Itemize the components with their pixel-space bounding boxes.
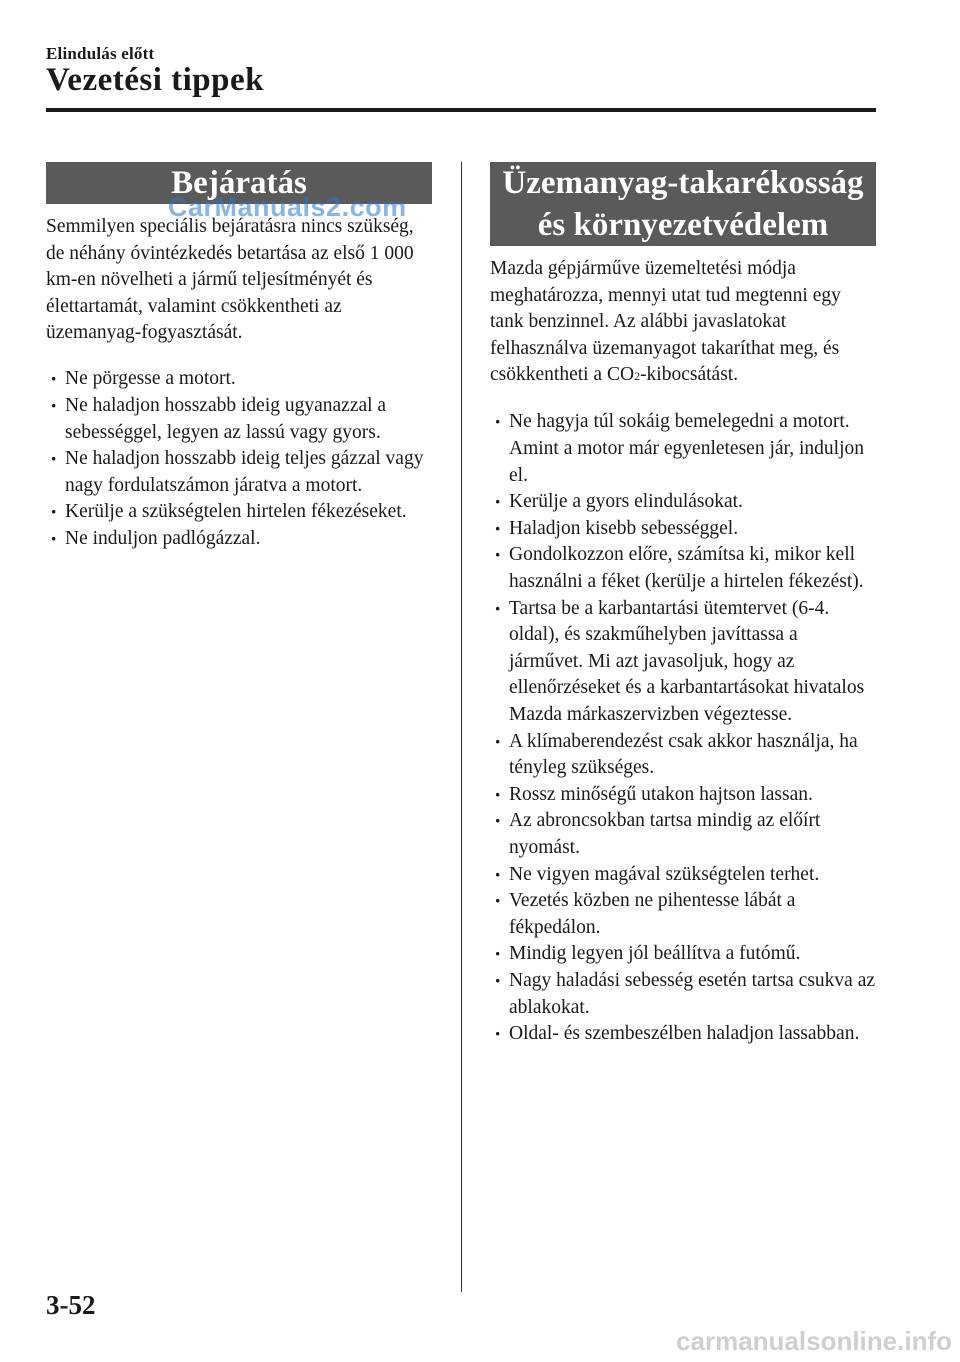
list-item: · Ne pörgesse a motort. — [46, 366, 432, 393]
list-item: · Oldal- és szembeszélben haladjon lassabban. — [490, 1021, 876, 1048]
list-item: · Ne hagyja túl sokáig bemelegedni a motort. Amint a motor már egyenletesen jár, induljon el. — [490, 409, 876, 489]
section-heading-break-in: Bejáratás — [46, 162, 432, 204]
list-item: · Az abroncsokban tartsa mindig az előírt nyomást. — [490, 808, 876, 861]
page-title: Vezetési tippek — [46, 62, 265, 98]
bullet-list — [46, 366, 432, 552]
list-item: · Rossz minőségű utakon hajtson lassan. — [490, 782, 876, 809]
section-intro — [490, 256, 876, 390]
list-item: · Vezetés közben ne pihentesse lábát a fékpedálon. — [490, 888, 876, 941]
column-divider — [461, 162, 462, 1292]
list-item: · Gondolkozzon előre, számítsa ki, mikor kell használni a féket (kerülje a hirtelen fékezést). — [490, 542, 876, 595]
watermark-overlay: CarManuals2.com — [168, 192, 407, 222]
list-item: · Kerülje a gyors elindulásokat. — [490, 489, 876, 516]
title-rule — [46, 108, 876, 112]
list-item: · Ne induljon padlógázzal. — [46, 526, 432, 553]
section-heading-fuel-economy — [490, 162, 876, 246]
list-item: · Ne vigyen magával szükségtelen terhet. — [490, 862, 876, 889]
watermark-footer: carmanualsonline.info — [676, 1326, 952, 1356]
section-fuel-economy — [490, 162, 876, 1048]
list-item: · Tartsa be a karbantartási ütemtervet (6-4. oldal), és szakműhelyben javíttassa a járművet. Mi azt javasoljuk, hogy az ellenőrzéseket és a karbantartásokat hivatalos Mazda márkaszervizben végeztesse. — [490, 596, 876, 729]
list-item: · Nagy haladási sebesség esetén tartsa csukva az ablakokat. — [490, 968, 876, 1021]
page-number: 3-52 — [46, 1290, 96, 1320]
list-item: · Ne haladjon hosszabb ideig ugyanazzal a sebességgel, legyen az lassú vagy gyors. — [46, 393, 432, 446]
breadcrumb: Elindulás előtt — [46, 44, 155, 63]
heading-line: Üzemanyag-takarékosság — [502, 165, 864, 201]
list-item: · Haladjon kisebb sebességgel. — [490, 516, 876, 543]
list-item: · A klímaberendezést csak akkor használja, ha tényleg szükséges. — [490, 729, 876, 782]
list-item: · Ne haladjon hosszabb ideig teljes gázzal vagy nagy fordulatszámon járatva a motort. — [46, 446, 432, 499]
list-item: · Kerülje a szükségtelen hirtelen fékezéseket. — [46, 499, 432, 526]
section-intro: Semmilyen speciális bejáratásra nincs szükség, de néhány óvintézkedés betartása az első 1 000 km-en növelheti a jármű teljesítményét és élettartamát, valamint csökkentheti az üzemanyag-fogyasztását. — [46, 216, 414, 344]
list-item: · Mindig legyen jól beállítva a futómű. — [490, 941, 876, 968]
intro-text: -kibocsátást. — [640, 364, 739, 386]
bullet-list — [490, 409, 876, 1047]
subscript: 2 — [634, 369, 641, 384]
heading-line: és környezetvédelem — [537, 207, 829, 243]
intro-text: Mazda gépjárműve üzemeltetési módja meghatározza, mennyi utat tud megtenni egy tank benzinnel. Az alábbi javaslatokat felhasználva üzemanyagot takaríthat meg, és csökkentheti a CO — [490, 258, 841, 386]
